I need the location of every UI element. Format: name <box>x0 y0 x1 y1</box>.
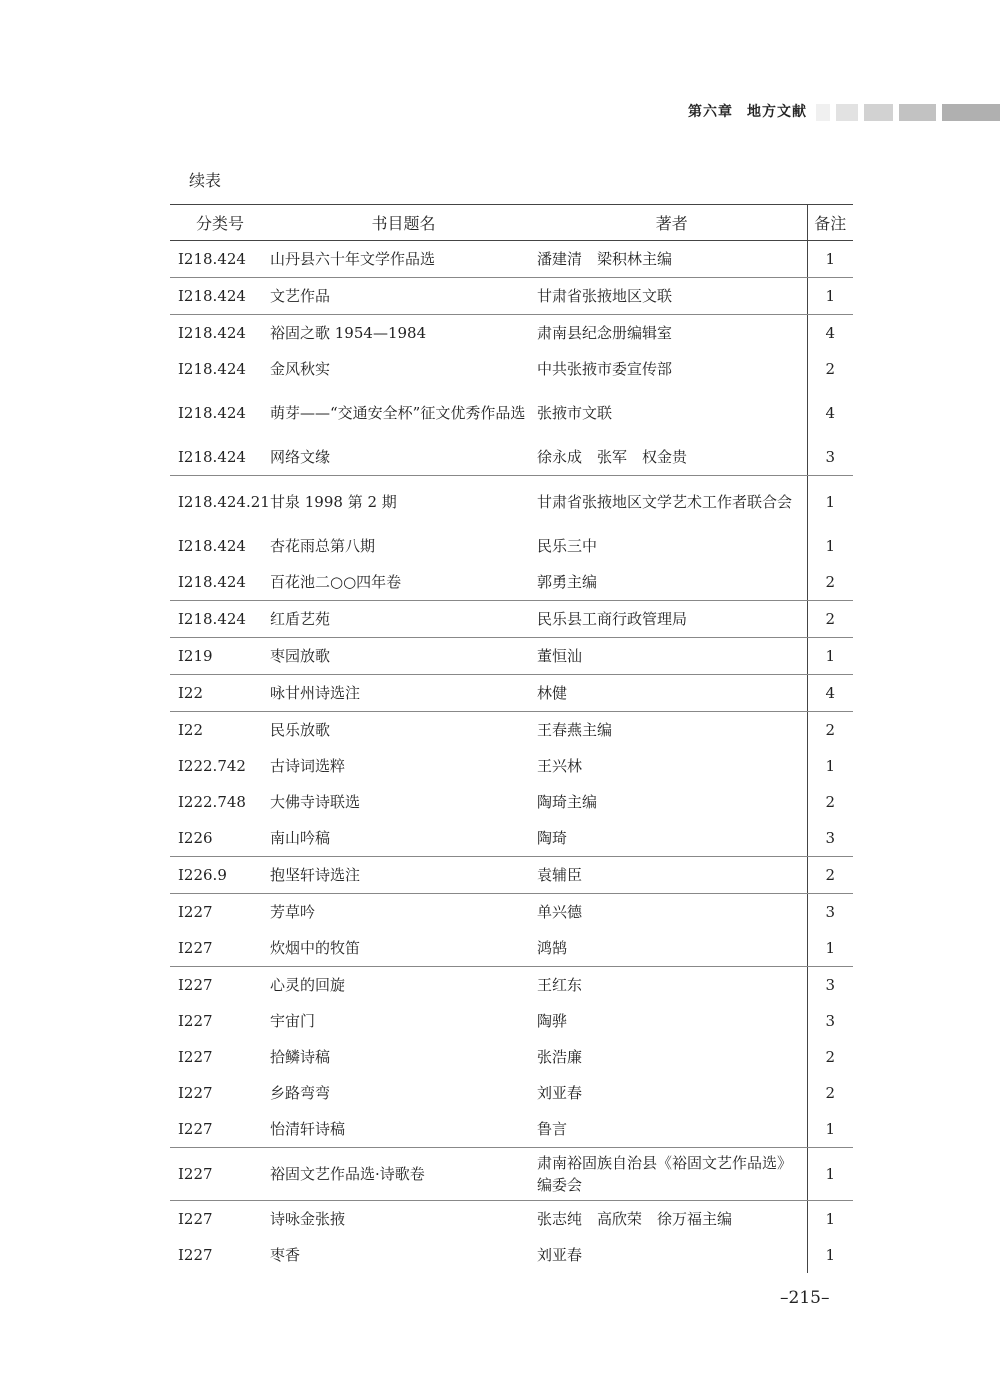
table-row <box>170 387 853 439</box>
cell-code: I218.424 <box>170 278 270 315</box>
cell-code: I219 <box>170 638 270 675</box>
cell-author: 中共张掖市委宣传部 <box>537 360 673 378</box>
cell-title: 裕固文艺作品选·诗歌卷 <box>270 1148 537 1201</box>
cell-title: 萌芽——“交通安全杯”征文优秀作品选 <box>270 404 526 422</box>
section-label: 地方文献 <box>747 104 807 120</box>
cell-note: 3 <box>807 820 853 857</box>
cell-code: I227 <box>170 1148 270 1201</box>
cell-title: 金风秋实 <box>270 360 331 378</box>
cell-author: 林健 <box>537 675 807 712</box>
cell-code: I218.424 <box>178 404 246 422</box>
cell-author: 郭勇主编 <box>537 564 807 601</box>
cell-title: 抱坚轩诗选注 <box>270 857 537 894</box>
cell-author: 王兴林 <box>537 757 583 775</box>
cell-title: 网络文缘 <box>270 439 537 476</box>
cell-title: 文艺作品 <box>270 278 537 315</box>
cell-author: 鸿鹄 <box>537 930 807 967</box>
cell-note: 1 <box>807 278 853 315</box>
cell-title: 心灵的回旋 <box>270 976 346 994</box>
cell-author: 肃南裕固族自治县《裕固文艺作品选》编委会 <box>537 1148 807 1201</box>
table-row <box>170 748 853 784</box>
cell-note: 4 <box>807 315 853 352</box>
cell-note: 1 <box>807 1111 853 1148</box>
cell-note: 2 <box>807 784 853 820</box>
chapter-heading <box>688 102 807 122</box>
cell-author: 王春燕主编 <box>537 721 613 739</box>
cell-code: I218.424 <box>170 564 270 601</box>
cell-code: I22 <box>178 721 204 739</box>
cell-code: I218.424 <box>178 360 246 378</box>
cell-title: 咏甘州诗选注 <box>270 675 537 712</box>
cell-author: 甘肃省张掖地区文学艺术工作者联合会 <box>537 493 793 511</box>
cell-author: 徐永成 张军 权金贵 <box>537 439 807 476</box>
cell-note: 3 <box>807 1003 853 1039</box>
table-row <box>170 1148 853 1201</box>
cell-note: 3 <box>807 967 853 1004</box>
cell-title: 百花池二○○四年卷 <box>270 564 537 601</box>
cell-title: 杏花雨总第八期 <box>270 537 376 555</box>
cell-note: 1 <box>807 638 853 675</box>
header-title: 书目题名 <box>270 205 537 241</box>
header-note: 备注 <box>807 205 853 241</box>
cell-author: 陶琦 <box>537 820 807 857</box>
table-row <box>170 820 853 857</box>
chapter-label: 第六章 <box>688 104 733 120</box>
cell-code: I227 <box>178 903 213 921</box>
table-row <box>170 857 853 894</box>
cell-note: 3 <box>807 439 853 476</box>
cell-note: 4 <box>807 675 853 712</box>
table-row <box>170 1237 853 1273</box>
table-row <box>170 241 853 278</box>
cell-title: 拾鳞诗稿 <box>270 1048 331 1066</box>
cell-author: 单兴德 <box>537 903 583 921</box>
cell-code: I22 <box>170 675 270 712</box>
page-number: –215– <box>780 1288 830 1308</box>
cell-author: 鲁言 <box>537 1111 807 1148</box>
cell-title: 裕固之歌 1954—1984 <box>270 324 427 342</box>
cell-code: I227 <box>178 1210 213 1228</box>
table-row <box>170 439 853 476</box>
cell-note: 1 <box>807 1148 853 1201</box>
table-row <box>170 967 853 1004</box>
cell-note: 1 <box>807 748 853 784</box>
cell-title: 大佛寺诗联选 <box>270 793 361 811</box>
header-bar-4 <box>899 104 936 121</box>
cell-title: 甘泉 1998 第 2 期 <box>270 493 397 511</box>
cell-code: I227 <box>178 976 213 994</box>
cell-title: 炊烟中的牧笛 <box>270 930 537 967</box>
cell-code: I218.424 <box>178 537 246 555</box>
cell-author: 肃南县纪念册编辑室 <box>537 324 673 342</box>
table-row <box>170 1201 853 1238</box>
header-bar-5 <box>942 104 1000 121</box>
table-row <box>170 351 853 387</box>
cell-author: 王红东 <box>537 976 583 994</box>
cell-note: 1 <box>807 1237 853 1273</box>
cell-author: 张掖市文联 <box>537 404 613 422</box>
cell-note: 1 <box>807 241 853 278</box>
table-row <box>170 1039 853 1075</box>
cell-title: 乡路弯弯 <box>270 1084 331 1102</box>
cell-note: 1 <box>807 1201 853 1238</box>
cell-author: 董恒汕 <box>537 638 807 675</box>
table-row <box>170 476 853 529</box>
table-row <box>170 894 853 931</box>
running-header <box>0 102 1000 124</box>
cell-note: 1 <box>807 476 853 529</box>
table-row <box>170 784 853 820</box>
cell-title: 怡清轩诗稿 <box>270 1111 537 1148</box>
cell-code: I227 <box>178 1246 213 1264</box>
cell-code: I226.9 <box>170 857 270 894</box>
cell-author: 陶琦主编 <box>537 793 598 811</box>
cell-title: 民乐放歌 <box>270 721 331 739</box>
table-row <box>170 712 853 749</box>
header-bar-2 <box>836 104 858 121</box>
cell-note: 2 <box>807 601 853 638</box>
cell-author: 袁辅臣 <box>537 857 807 894</box>
cell-title: 枣香 <box>270 1246 301 1264</box>
cell-title: 红盾艺苑 <box>270 601 537 638</box>
table-row <box>170 601 853 638</box>
cell-note: 2 <box>807 351 853 387</box>
cell-code: I218.424 <box>178 324 246 342</box>
cell-title: 宇宙门 <box>270 1012 316 1030</box>
table-row <box>170 1003 853 1039</box>
table-header-row <box>170 205 853 241</box>
cell-title: 山丹县六十年文学作品选 <box>270 241 537 278</box>
cell-author: 刘亚春 <box>537 1246 583 1264</box>
table-row <box>170 278 853 315</box>
cell-code: I218.424 <box>170 601 270 638</box>
cell-title: 诗咏金张掖 <box>270 1210 346 1228</box>
cell-note: 2 <box>807 857 853 894</box>
cell-code: I218.424.21 <box>178 493 270 511</box>
cell-author: 张浩廉 <box>537 1048 583 1066</box>
cell-title: 芳草吟 <box>270 903 316 921</box>
cell-code: I227 <box>170 930 270 967</box>
cell-note: 4 <box>807 387 853 439</box>
cell-title: 南山吟稿 <box>270 820 537 857</box>
cell-code: I227 <box>178 1048 213 1066</box>
cell-note: 2 <box>807 1039 853 1075</box>
cell-code: I218.424 <box>170 439 270 476</box>
cell-note: 3 <box>807 894 853 931</box>
cell-code: I222.748 <box>178 793 246 811</box>
table-row <box>170 315 853 352</box>
cell-title: 枣园放歌 <box>270 638 537 675</box>
cell-code: I218.424 <box>170 241 270 278</box>
header-bar-3 <box>864 104 893 121</box>
cell-code: I227 <box>178 1084 213 1102</box>
cell-author: 刘亚春 <box>537 1084 583 1102</box>
table-row <box>170 930 853 967</box>
cell-author: 民乐县工商行政管理局 <box>537 601 807 638</box>
cell-author: 甘肃省张掖地区文联 <box>537 278 807 315</box>
cell-code: I222.742 <box>178 757 246 775</box>
catalog-table <box>170 204 853 1273</box>
cell-code: I226 <box>170 820 270 857</box>
cell-author: 潘建清 梁积林主编 <box>537 241 807 278</box>
header-author: 著者 <box>537 205 807 241</box>
cell-note: 2 <box>807 564 853 601</box>
table-row <box>170 1075 853 1111</box>
header-bar-1 <box>816 104 830 121</box>
cell-note: 1 <box>807 528 853 564</box>
cell-author: 陶骅 <box>537 1012 568 1030</box>
cell-code: I227 <box>178 1012 213 1030</box>
table-row <box>170 564 853 601</box>
cell-author: 民乐三中 <box>537 537 598 555</box>
cell-note: 2 <box>807 712 853 749</box>
cell-title: 古诗词选粹 <box>270 757 346 775</box>
cell-note: 2 <box>807 1075 853 1111</box>
table-caption: 续表 <box>189 171 222 190</box>
table-row <box>170 675 853 712</box>
header-code: 分类号 <box>170 205 270 241</box>
table-row <box>170 528 853 564</box>
table-row <box>170 1111 853 1148</box>
cell-author: 张志纯 高欣荣 徐万福主编 <box>537 1210 733 1228</box>
cell-code: I227 <box>170 1111 270 1148</box>
table-row <box>170 638 853 675</box>
cell-note: 1 <box>807 930 853 967</box>
